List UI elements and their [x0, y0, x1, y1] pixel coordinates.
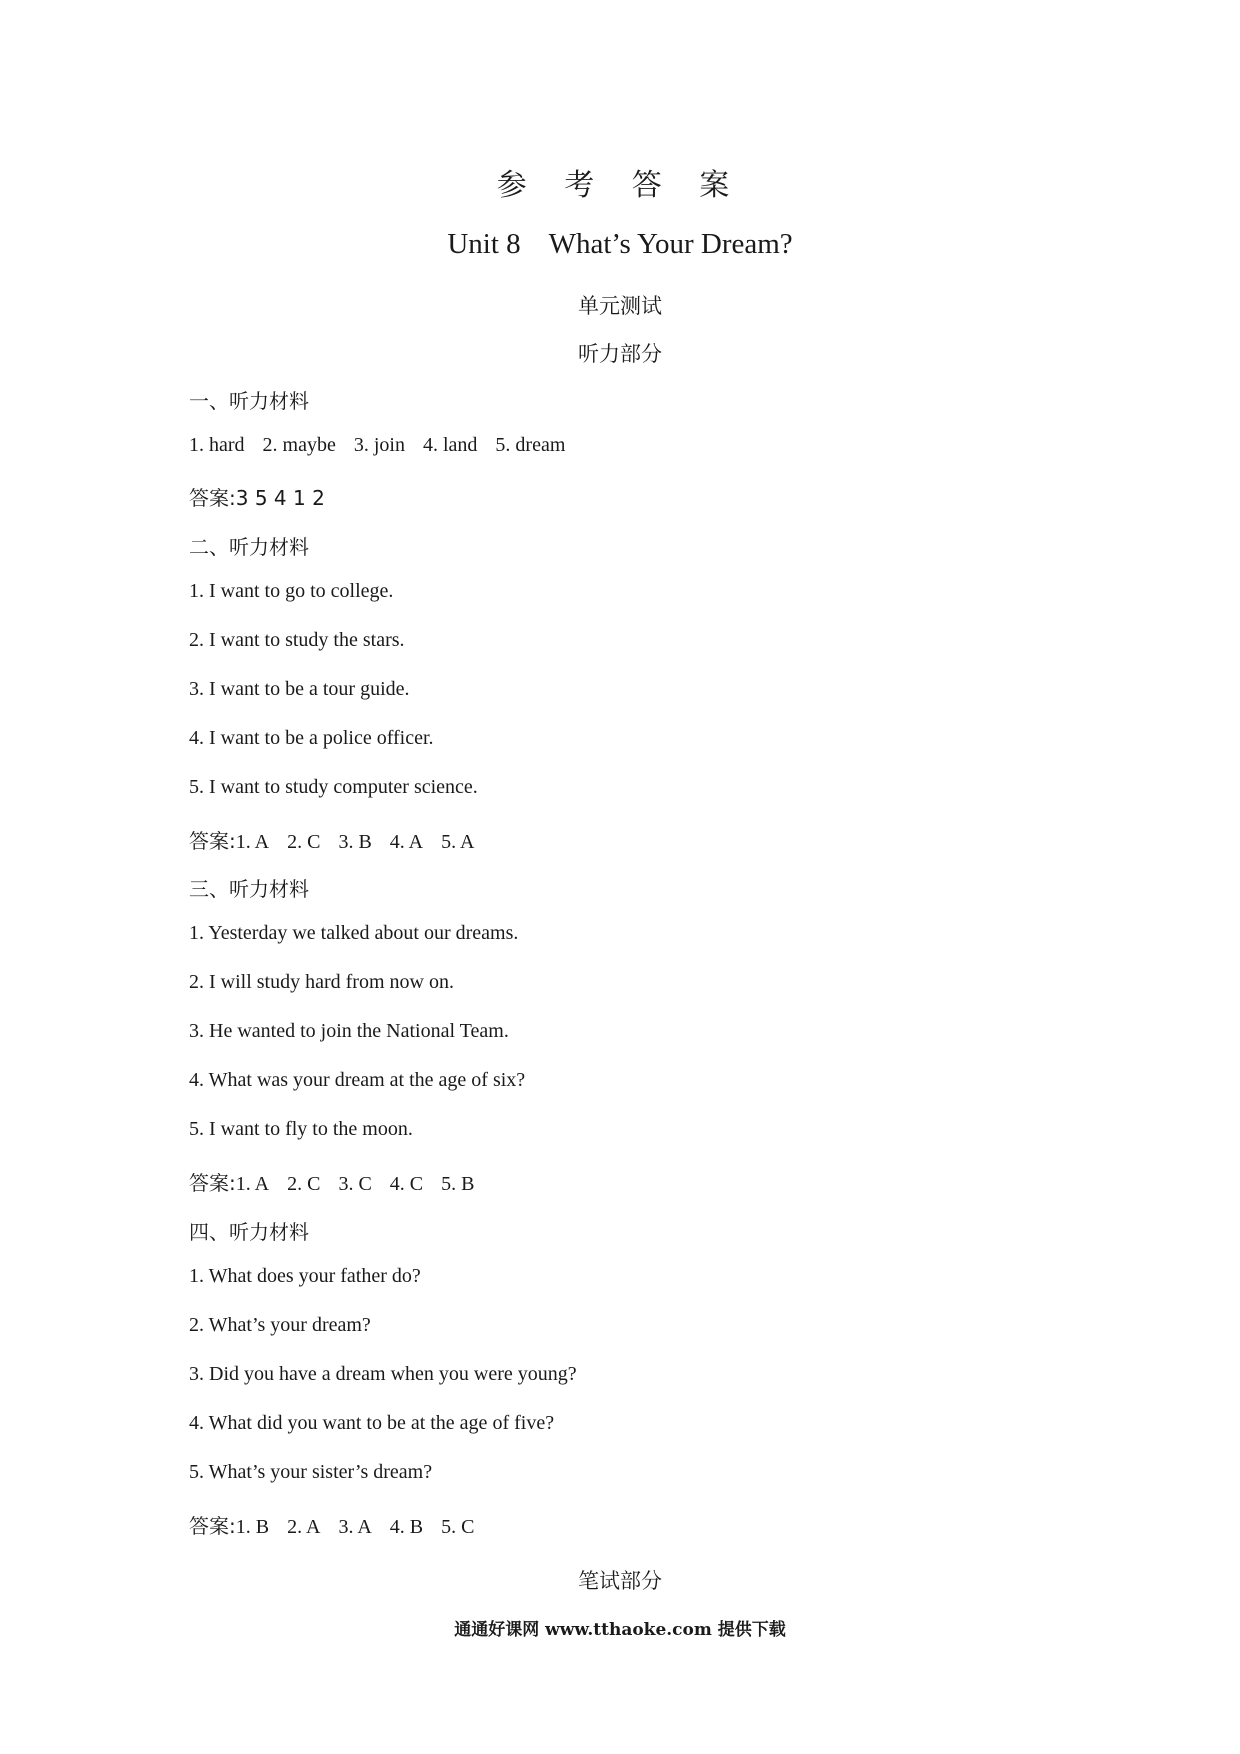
answer-prefix: 答案:	[189, 1514, 236, 1538]
answer-item: 1. B	[235, 1516, 270, 1538]
unit-number: Unit 8	[447, 228, 521, 260]
list-item: 2. maybe	[262, 434, 336, 456]
list-item: 1. I want to go to college.	[189, 580, 394, 602]
section-4-answer	[189, 1510, 492, 1539]
answer-item: 3. A	[338, 1516, 372, 1538]
list-item: 1. Yesterday we talked about our dreams.	[189, 922, 519, 944]
answer-item: 4. A	[389, 831, 424, 853]
section-3-answer	[189, 1167, 492, 1196]
answer-item: 3. C	[338, 1173, 372, 1195]
answer-item: 5. C	[441, 1516, 475, 1538]
footer-watermark: 通通好课网 www.tthaoke.com 提供下载	[454, 1620, 786, 1640]
list-item: 1. What does your father do?	[189, 1265, 421, 1287]
answer-prefix: 答案:	[189, 829, 236, 853]
page-title: 参 考 答 案	[496, 168, 744, 203]
list-item: 4. I want to be a police officer.	[189, 727, 434, 749]
list-item: 2. I will study hard from now on.	[189, 971, 454, 993]
list-item: 5. I want to study computer science.	[189, 776, 478, 798]
section-2-answer	[189, 825, 492, 854]
written-subtitle: 笔试部分	[578, 1569, 662, 1593]
section-3-heading: 三、听力材料	[189, 877, 309, 901]
list-item: 1. hard	[189, 434, 245, 456]
answer-item: 2. C	[287, 831, 321, 853]
section-1-answer: 答案:3 5 4 1 2	[189, 486, 325, 510]
unit-test-subtitle: 单元测试	[578, 294, 662, 318]
section-1-word-list	[189, 434, 583, 457]
section-1-heading: 一、听力材料	[189, 389, 309, 413]
answer-item: 3. B	[338, 831, 372, 853]
list-item: 4. What was your dream at the age of six?	[189, 1069, 526, 1091]
list-item: 3. He wanted to join the National Team.	[189, 1020, 509, 1042]
list-item: 3. I want to be a tour guide.	[189, 678, 410, 700]
answer-item: 5. A	[441, 831, 475, 853]
answer-item: 5. B	[441, 1173, 475, 1195]
list-item: 5. dream	[495, 434, 566, 456]
answer-item: 4. B	[389, 1516, 424, 1538]
section-2-heading: 二、听力材料	[189, 535, 309, 559]
answer-prefix: 答案:	[189, 1171, 236, 1195]
answer-item: 4. C	[389, 1173, 424, 1195]
unit-name: What’s Your Dream?	[548, 228, 793, 260]
answer-item: 2. A	[287, 1516, 321, 1538]
listening-subtitle: 听力部分	[578, 342, 662, 366]
list-item: 4. land	[422, 434, 478, 456]
answer-item: 1. A	[235, 831, 270, 853]
list-item: 3. Did you have a dream when you were young?	[189, 1363, 577, 1385]
answer-item: 1. A	[235, 1173, 270, 1195]
list-item: 5. What’s your sister’s dream?	[189, 1461, 433, 1483]
list-item: 5. I want to fly to the moon.	[189, 1118, 413, 1140]
list-item: 2. I want to study the stars.	[189, 629, 405, 651]
list-item: 4. What did you want to be at the age of five?	[189, 1412, 555, 1434]
unit-title	[0, 228, 1240, 261]
list-item: 3. join	[353, 434, 405, 456]
section-4-heading: 四、听力材料	[189, 1220, 309, 1244]
list-item: 2. What’s your dream?	[189, 1314, 371, 1336]
answer-item: 2. C	[287, 1173, 321, 1195]
